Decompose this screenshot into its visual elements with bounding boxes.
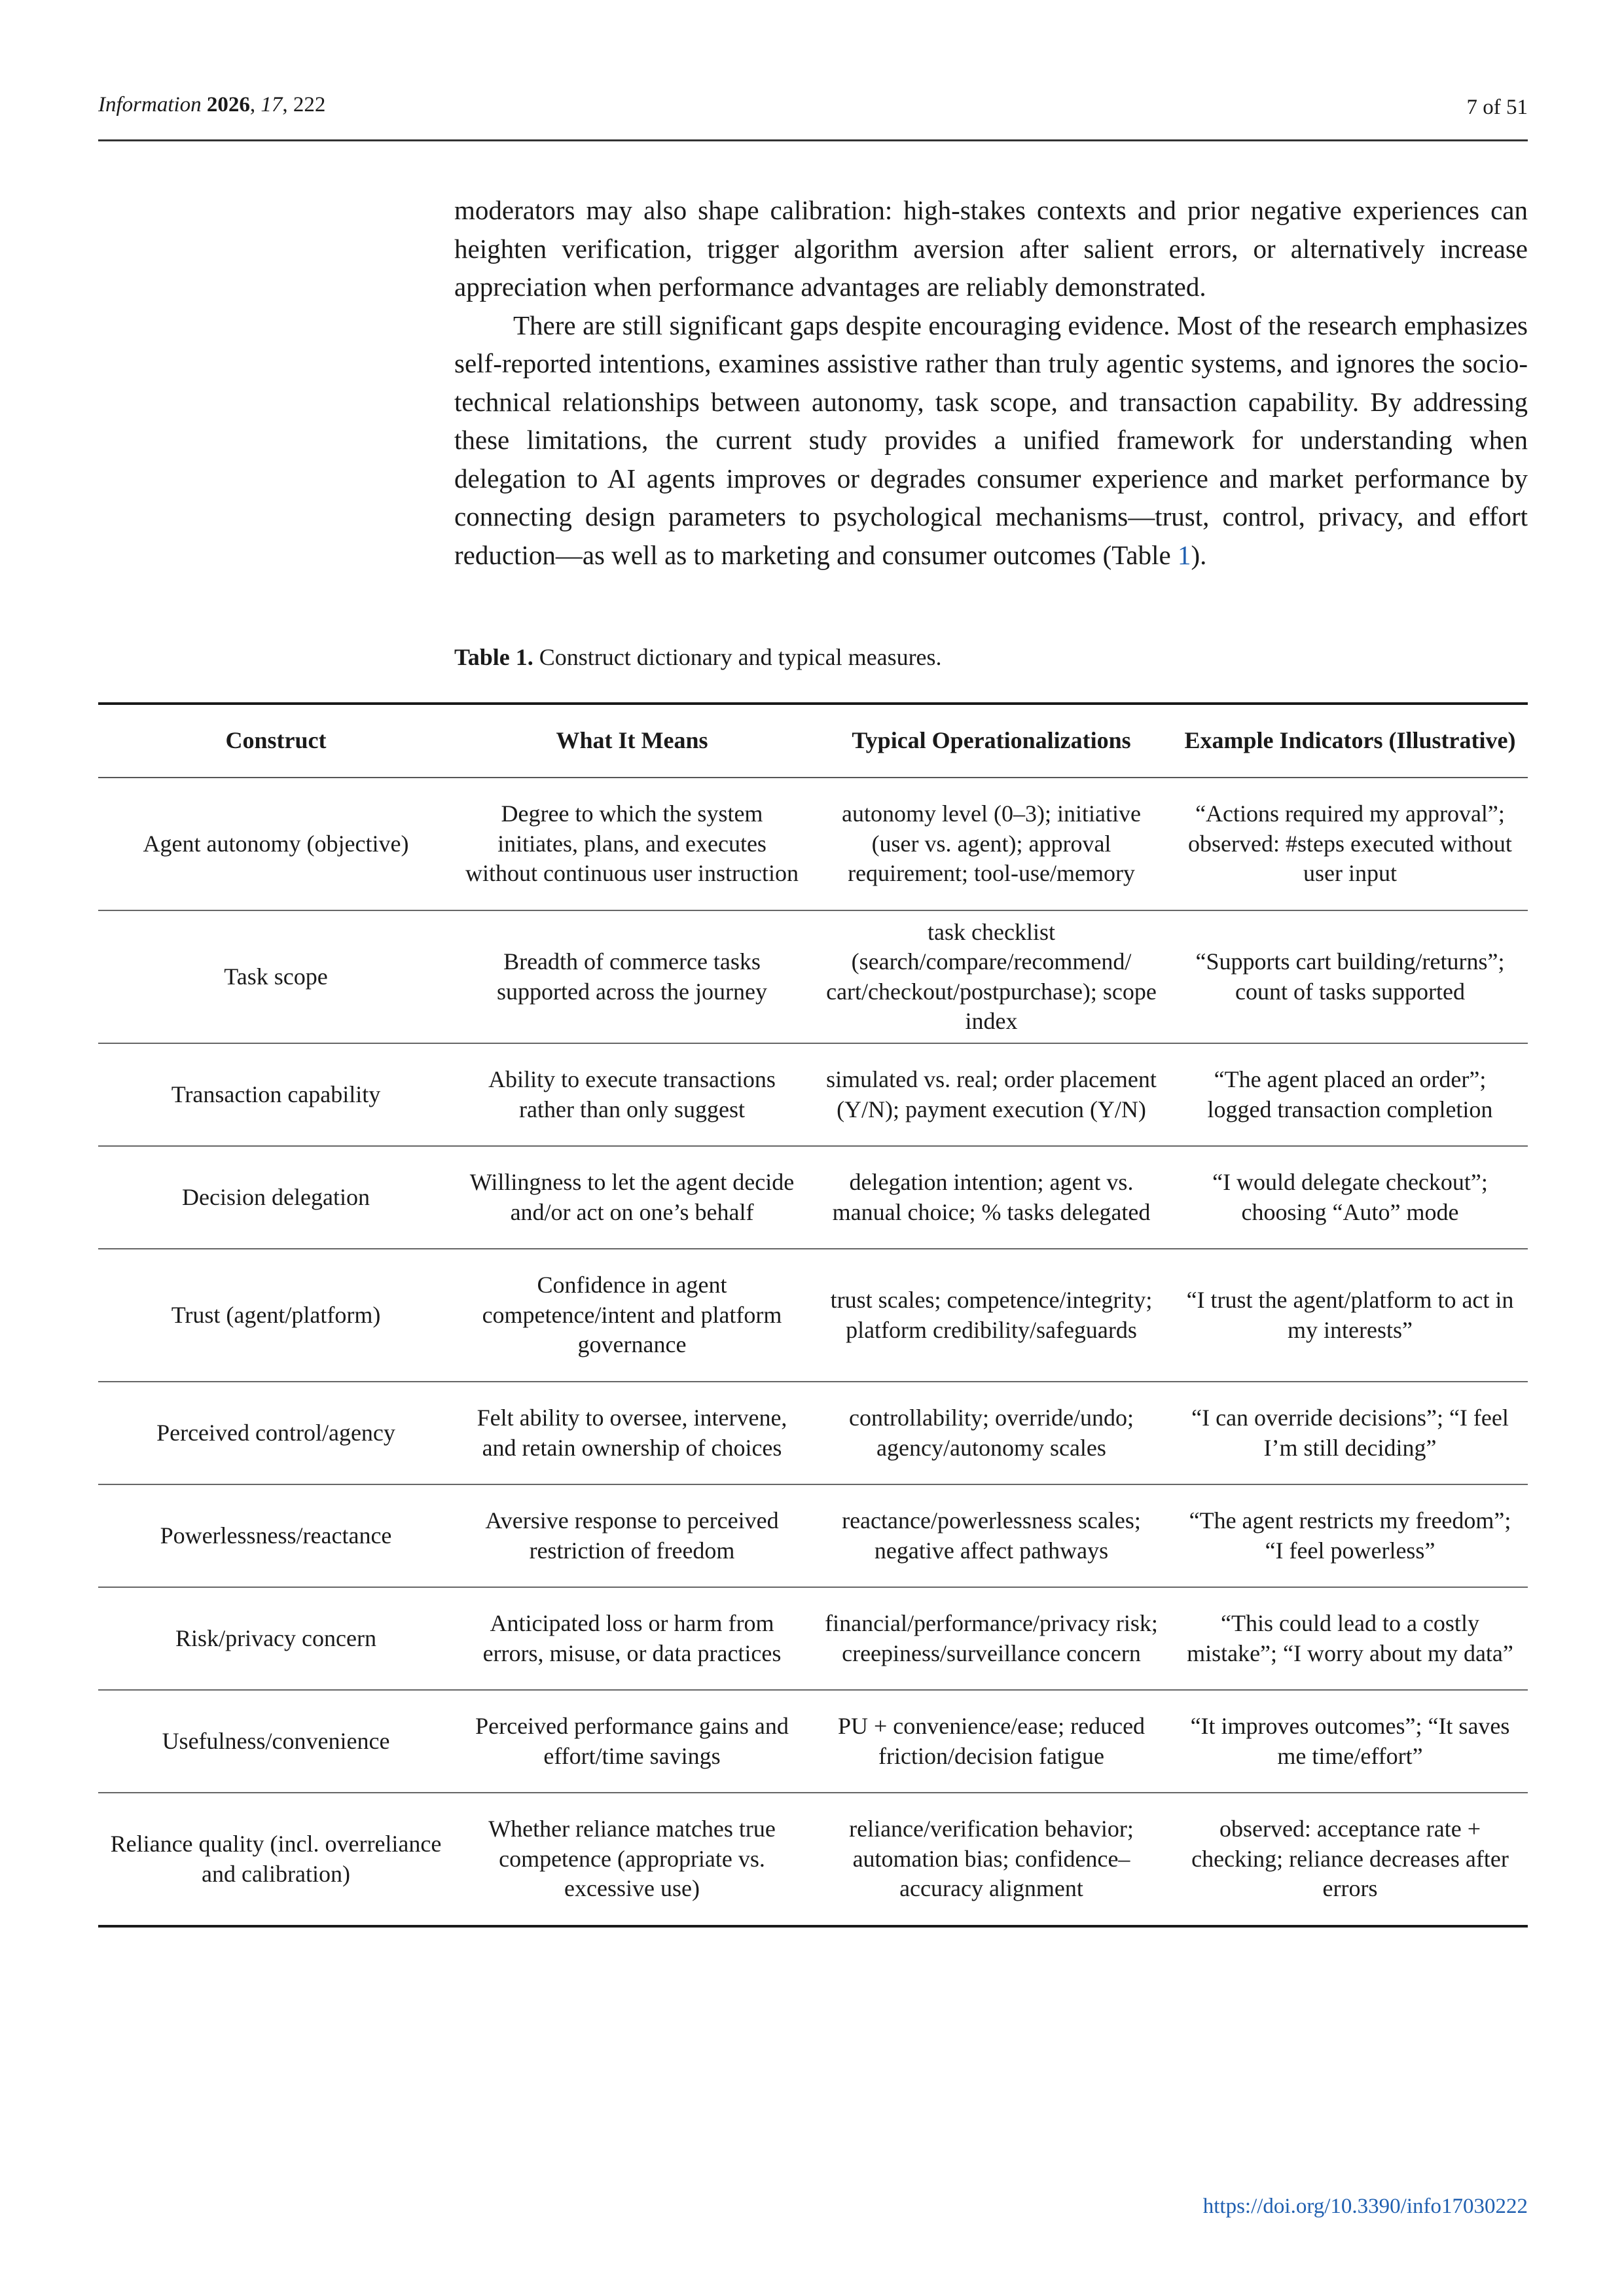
table-row (98, 1249, 1528, 1382)
table-cell-operationalizations: autonomy level (0–3); initiative (user vs. agent); approval requirement; tool-use/memory (842, 800, 1141, 887)
table-cell-indicators: “Supports cart building/returns”; count of tasks supported (1195, 948, 1505, 1005)
table-cell-operationalizations: financial/performance/privacy risk; creepiness/surveillance concern (825, 1610, 1158, 1666)
table-cell-indicators: “I can override decisions”; “I feel I’m still deciding” (1191, 1405, 1509, 1461)
table-row (98, 1587, 1528, 1690)
table-cell-operationalizations: PU + convenience/ease; reduced friction/decision fatigue (837, 1713, 1146, 1769)
table-cell-meaning: Whether reliance matches true competence (appropriate vs. excessive use) (488, 1816, 776, 1902)
table-cell-operationalizations: trust scales; competence/integrity; platform credibility/safeguards (830, 1287, 1153, 1343)
table-cell-indicators: observed: acceptance rate + checking; reliance decreases after errors (1191, 1816, 1509, 1902)
table-caption (454, 643, 942, 671)
table-cell-operationalizations: controllability; override/undo; agency/autonomy scales (849, 1405, 1134, 1461)
table-row (98, 1146, 1528, 1249)
table-cell-indicators: “The agent restricts my freedom”; “I feel powerless” (1189, 1507, 1511, 1564)
table-row (98, 1043, 1528, 1146)
table-cell-meaning: Degree to which the system initiates, plans, and executes without continuous user instruction (465, 800, 799, 887)
table-row (98, 1484, 1528, 1587)
table-cell-operationalizations: reliance/verification behavior; automation bias; confidence–accuracy alignment (849, 1816, 1134, 1902)
table-cell-construct: Task scope (224, 963, 328, 990)
article-number: 222 (293, 93, 326, 117)
paragraph-1: moderators may also shape calibration: high-stakes contexts and prior negative experiences can heighten verification, trigger algorithm aversion after salient errors, or alternatively increase appreciation when performance advantages are reliably demonstrated. (454, 195, 1528, 302)
table-cell-meaning: Aversive response to perceived restriction of freedom (485, 1507, 779, 1564)
data-table (98, 702, 1528, 1928)
table-row (98, 910, 1528, 1043)
header-divider (98, 139, 1528, 141)
column-header-operationalizations: Typical Operationalizations (852, 727, 1131, 754)
table-cell-meaning: Breadth of commerce tasks supported across the journey (497, 948, 767, 1005)
column-header-indicators: Example Indicators (Illustrative) (1184, 727, 1516, 754)
table-cell-meaning: Anticipated loss or harm from errors, misuse, or data practices (482, 1610, 782, 1666)
table-cell-construct: Perceived control/agency (156, 1419, 395, 1446)
table-cell-construct: Agent autonomy (objective) (143, 830, 409, 857)
table-cell-indicators: “I would delegate checkout”; choosing “Auto” mode (1212, 1169, 1488, 1225)
journal-year: 2026 (206, 93, 250, 117)
paragraph-2 (454, 306, 1528, 575)
running-header (98, 90, 1528, 143)
table-cell-meaning: Willingness to let the agent decide and/or act on one’s behalf (469, 1169, 795, 1225)
table-caption-label: Table 1. (454, 644, 533, 670)
table-cell-meaning: Ability to execute transactions rather than only suggest (488, 1066, 776, 1122)
table-row (98, 1793, 1528, 1926)
column-header-construct: Construct (225, 727, 327, 754)
table-cell-construct: Decision delegation (182, 1183, 370, 1210)
table-row (98, 778, 1528, 910)
table-cell-meaning: Felt ability to oversee, intervene, and retain ownership of choices (477, 1405, 787, 1461)
table-cell-indicators: “This could lead to a costly mistake”; “I worry about my data” (1187, 1610, 1513, 1666)
table-cell-construct: Powerlessness/reactance (160, 1522, 392, 1549)
table-cell-indicators: “Actions required my approval”; observed: #steps executed without user input (1188, 800, 1512, 887)
paragraph-2-text: There are still significant gaps despite encouraging evidence. Most of the research emphasizes self-reported intentions, examines assistive rather than truly agentic systems, and ignores the socio-technical relationships between autonomy, task scope, and transaction capability. By addressing these limitations, the current study provides a unified framework for understanding when delegation to AI agents improves or degrades consumer experience and market performance by connecting design parameters to psychological mechanisms—trust, control, privacy, and effort reduction—as well as to marketing and consumer outcomes (Table (454, 310, 1528, 570)
table-cell-operationalizations: simulated vs. real; order placement (Y/N); payment execution (Y/N) (826, 1066, 1157, 1122)
body-text (454, 191, 1528, 574)
paragraph-2-end: ). (1191, 539, 1207, 570)
table-cell-indicators: “I trust the agent/platform to act in my interests” (1186, 1287, 1514, 1343)
table-cell-indicators: “It improves outcomes”; “It saves me time/effort” (1190, 1713, 1510, 1769)
page-number: 7 of 51 (1466, 96, 1528, 119)
table-cell-construct: Usefulness/convenience (162, 1727, 390, 1754)
table-cell-meaning: Perceived performance gains and effort/time savings (475, 1713, 789, 1769)
table-cell-operationalizations: delegation intention; agent vs. manual choice; % tasks delegated (832, 1169, 1151, 1225)
table-cell-indicators: “The agent placed an order”; logged transaction completion (1207, 1066, 1493, 1122)
column-header-meaning: What It Means (556, 727, 708, 754)
table-cell-construct: Transaction capability (171, 1081, 381, 1107)
journal-citation: Information 2026, 17, 222 (98, 93, 326, 117)
table-caption-text: Construct dictionary and typical measures. (533, 644, 942, 670)
table-row (98, 1690, 1528, 1793)
table-cell-meaning: Confidence in agent competence/intent and platform governance (482, 1272, 782, 1358)
table-cell-operationalizations: task checklist (search/compare/recommend/ cart/checkout/postpurchase); scope index (826, 918, 1157, 1034)
table-cell-construct: Trust (agent/platform) (171, 1301, 381, 1328)
table-row (98, 1382, 1528, 1484)
table-reference-link[interactable]: 1 (1177, 539, 1191, 570)
table-cell-construct: Risk/privacy concern (175, 1624, 376, 1651)
construct-table (98, 702, 1528, 1928)
journal-name: Information (98, 93, 202, 117)
table-cell-operationalizations: reactance/powerlessness scales; negative affect pathways (842, 1507, 1141, 1564)
table-header-row (98, 704, 1528, 778)
doi-link[interactable]: https://doi.org/10.3390/info17030222 (1202, 2195, 1528, 2218)
journal-volume: 17 (261, 93, 283, 117)
table-cell-construct: Reliance quality (incl. overreliance and calibration) (110, 1831, 442, 1887)
